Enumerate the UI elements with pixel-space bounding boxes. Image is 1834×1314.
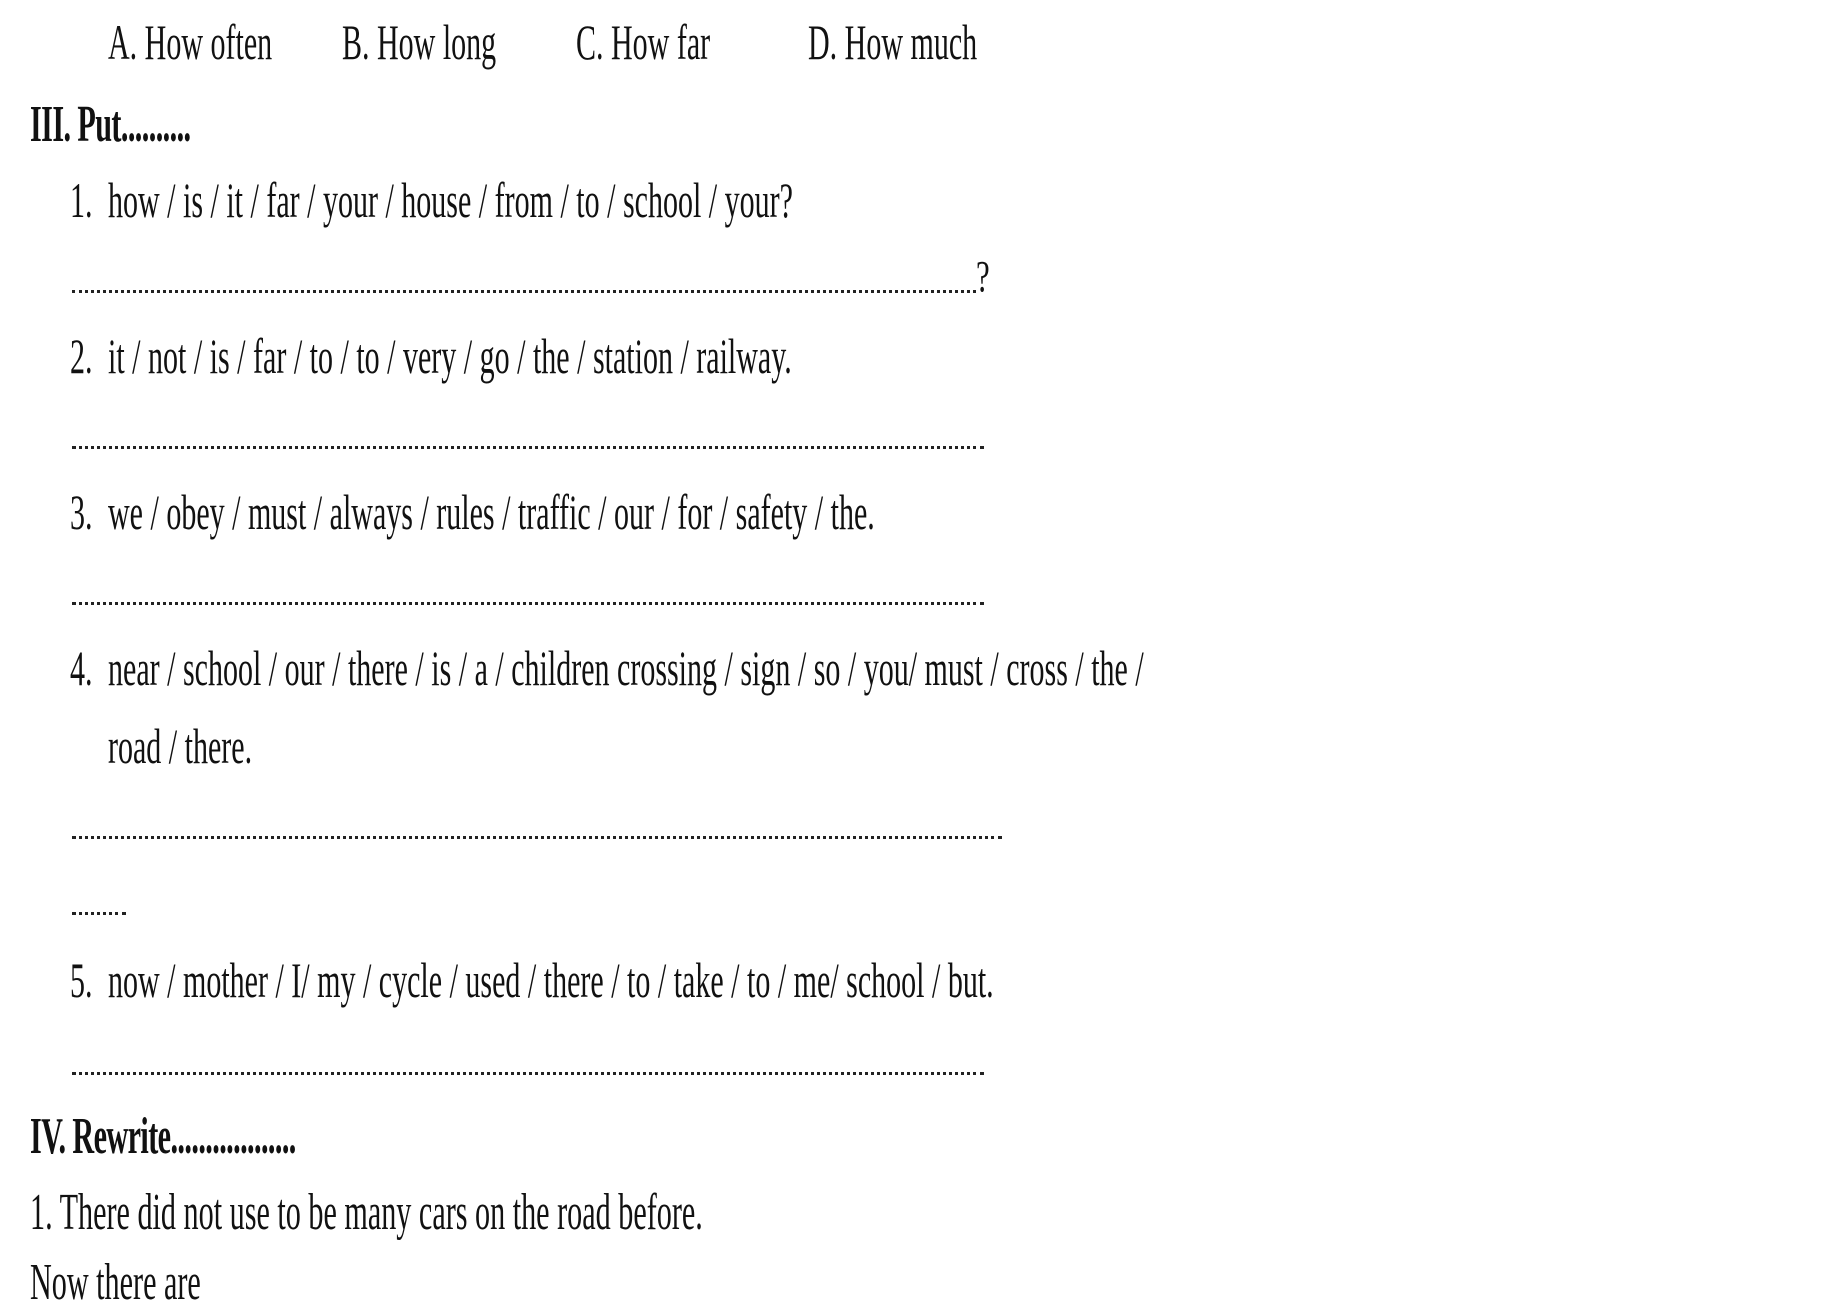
answer-line[interactable] — [72, 602, 984, 605]
section-heading-put: III. Put.......... — [30, 96, 191, 153]
option-a: A. How often — [108, 14, 273, 70]
question-mark: ? — [976, 252, 990, 301]
jumbled-sentence: how / is / it / far / your / house / from / to / school / your? — [108, 172, 793, 228]
item-number: 1. — [70, 172, 93, 228]
jumbled-sentence: it / not / is / far / to / to / very / go / the / station / railway. — [108, 328, 792, 384]
item-number: 2. — [70, 328, 93, 384]
jumbled-sentence-continued: road / there. — [108, 718, 253, 774]
jumbled-sentence: we / obey / must / always / rules / traffic / our / for / safety / the. — [108, 484, 875, 540]
item-number: 4. — [70, 640, 93, 696]
answer-line-continued[interactable] — [72, 912, 126, 915]
jumbled-sentence: now / mother / I/ my / cycle / used / there / to / take / to / me/ school / but. — [108, 952, 994, 1008]
answer-line[interactable] — [72, 836, 1002, 839]
option-d: D. How much — [808, 14, 978, 70]
answer-line[interactable] — [72, 1072, 984, 1075]
option-b: B. How long — [342, 14, 497, 70]
option-c: C. How far — [576, 14, 711, 70]
jumbled-sentence: near / school / our / there / is / a / children crossing / sign / so / you/ must / cross / the / — [108, 640, 1144, 696]
answer-line[interactable] — [72, 290, 976, 293]
item-number: 5. — [70, 952, 93, 1008]
item-number: 3. — [70, 484, 93, 540]
section-heading-rewrite: IV. Rewrite.................. — [30, 1108, 296, 1165]
rewrite-prompt: Now there are — [30, 1254, 201, 1311]
rewrite-sentence: 1. There did not use to be many cars on the road before. — [30, 1184, 703, 1241]
answer-line[interactable] — [72, 446, 984, 449]
